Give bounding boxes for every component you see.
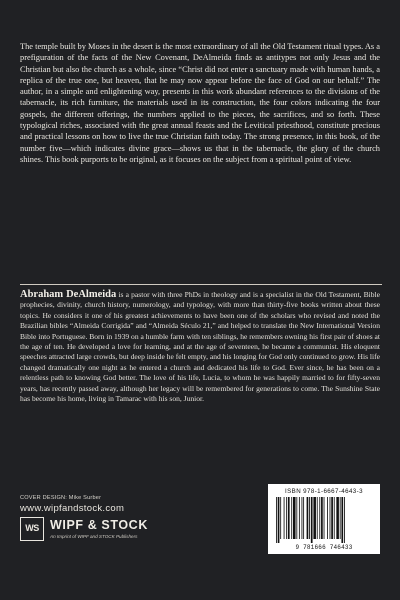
barcode-bar <box>344 497 345 543</box>
barcode-icon <box>274 497 374 543</box>
publisher-name: WIPF & STOCK <box>50 518 148 532</box>
barcode-bar <box>330 497 331 539</box>
barcode-bar <box>278 497 280 543</box>
publisher-logo <box>20 517 220 543</box>
barcode-bar <box>317 497 318 539</box>
barcode-bar <box>303 497 304 539</box>
barcode-bar <box>331 497 333 539</box>
barcode-bar <box>284 497 285 539</box>
barcode-bar <box>293 497 296 539</box>
barcode-bar <box>334 497 335 539</box>
book-blurb: The temple built by Moses in the desert is the most extraordinary of all the Old Testament ritual types. As a prefiguration of the facts of the New Covenant, DeAlmeida finds as antitypes not only Jesus and the Christian but also the church as a whole, since “Christ did not enter a sanctuary made with human hands, a replica of the true one, but heaven, that he may now appear before the face of God on our behalf.” The author, in a simple and enlightening way, presents in this work abundant references to the divisions of the tabernacle, its rich furniture, the materials used in its construction, the four colors indicating the four gospels, the different offerings, the numbers applied to the pieces, the sacrifices, and so forth. These typological riches, associated with the great annual feasts and the Levitical priesthood, constitute precious and practical lessons on how to live the true Christian faith today. The strong presence, in this book, of the number five—which indicates divine grace—shows us that in the tabernacle, the glory of the church shines. This book purports to be original, as it focuses on the subject from a spiritual point of view. <box>20 42 380 164</box>
author-name: Abraham DeAlmeida <box>20 289 117 300</box>
barcode-bar <box>280 497 281 539</box>
barcode-bar <box>299 497 300 539</box>
barcode-bar <box>340 497 341 539</box>
barcode-bar <box>309 497 310 539</box>
barcode-bar <box>286 497 287 539</box>
barcode-bar <box>327 497 328 539</box>
barcode-bar <box>319 497 320 539</box>
cover-design-credit: COVER DESIGN: Mike Surber <box>20 495 102 501</box>
barcode-bar <box>336 497 339 539</box>
barcode-bar <box>313 497 316 539</box>
barcode-bar <box>311 497 313 543</box>
barcode-bar <box>288 497 290 539</box>
isbn-barcode-box <box>268 484 380 554</box>
barcode-bar <box>296 497 297 539</box>
barcode-bar <box>341 497 343 543</box>
barcode-bar <box>307 497 309 539</box>
barcode-bar <box>291 497 292 539</box>
publisher-website: www.wipfandstock.com <box>20 503 125 514</box>
barcode-bar <box>276 497 277 543</box>
publisher-mark-icon: WS <box>20 517 44 541</box>
barcode-bar <box>302 497 303 539</box>
section-divider <box>20 284 382 285</box>
barcode-bar <box>324 497 325 539</box>
barcode-digits: 9 781666 746433 <box>295 544 353 551</box>
barcode-bar <box>321 497 323 539</box>
publisher-tagline: An Imprint of WIPF and STOCK Publishers <box>50 534 138 539</box>
isbn-label: ISBN 978-1-6667-4643-3 <box>285 488 363 495</box>
author-bio-paragraph <box>20 290 380 404</box>
author-bio: is a pastor with three PhDs in theology and is a specialist in the Old Testament, Bible prophecies, divinity, church history, numerology, and typology, with more than thirty-five books written about these topics. He considers it one of his greatest achievements to have been one of the scholars who revised and noted the Brazilian bibles “Almeida Corrigida” and “Almeida Século 21,” and helped to translate the New International Version Bible into Portuguese. Born in 1939 on a humble farm with ten siblings, he remembers owning his first pair of shoes at the age of ten. He developed a love for learning, and at the age of seventeen, he became a communist. His eloquent speeches attracted large crowds, but deep inside he felt empty, and his longing for God only continued to grow. His life changed dramatically one night as he entered a church and dedicated his life to God. Ever since, he has been on a relentless path to knowing God better. The love of his life, Lucia, to whom he was happily married to for fifty-seven years, has recently passed away, although her legacy will be remembered for generations to come. The Sunshine State has become his home, living in Tamarac with his son, Junior. <box>20 290 380 404</box>
